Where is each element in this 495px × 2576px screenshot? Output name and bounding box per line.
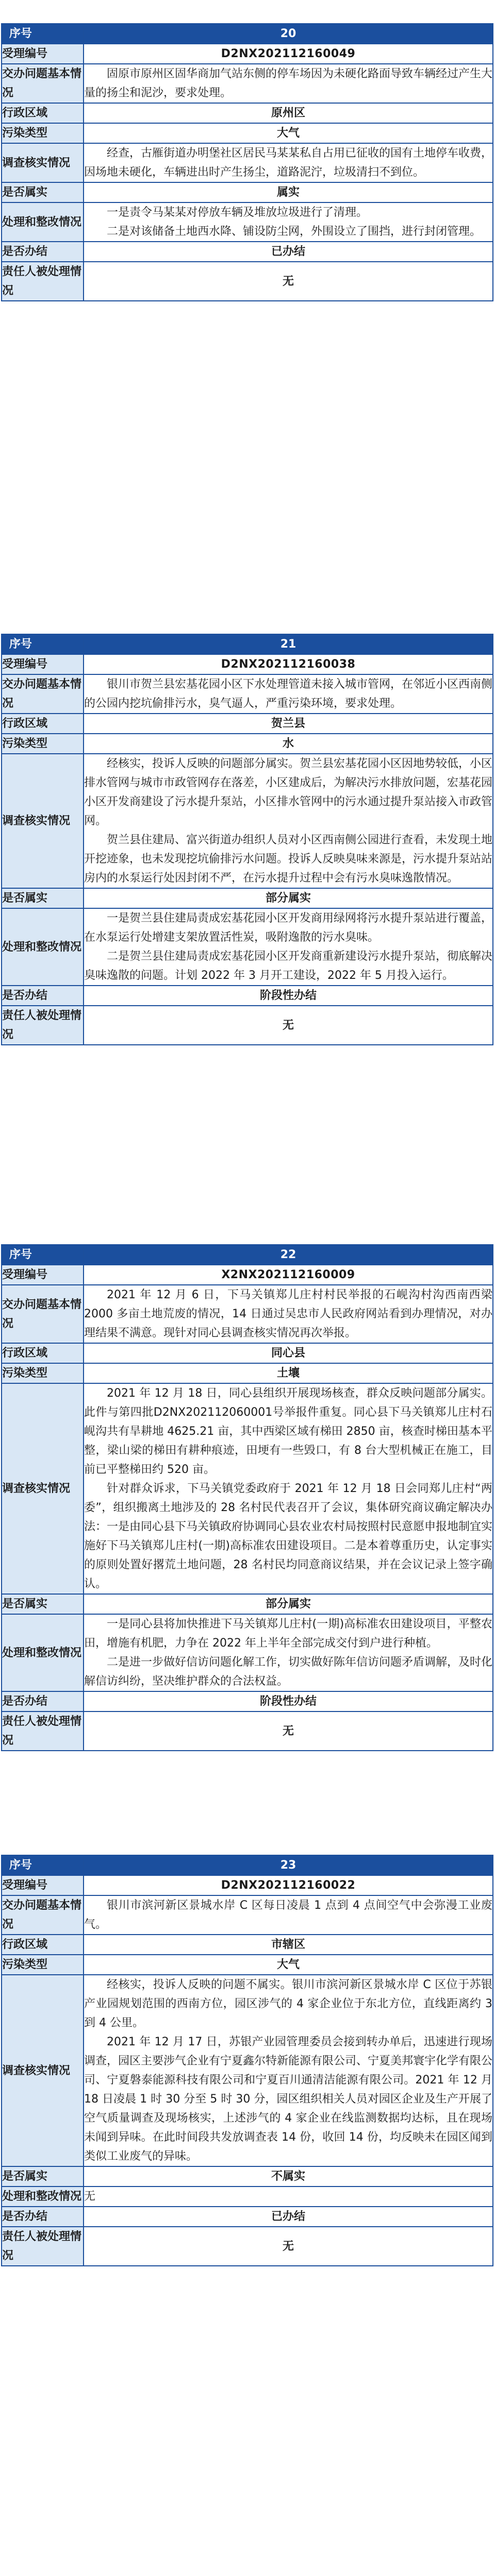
- district-label: 行政区域: [2, 714, 84, 734]
- case-block: [0, 611, 495, 1221]
- issue-row: [2, 1285, 493, 1343]
- verified-row: [2, 2166, 493, 2187]
- paragraph: 经核实，投诉人反映的问题不属实。银川市滨河新区景城水岸 C 区位于苏银产业园规划范围的西南方位，园区涉气的 4 家企业位于东北方位，直线距离约 3 到 4 公里。: [84, 1978, 492, 2029]
- paragraph: 一是责令马某某对停放车辆及堆放垃圾进行了清理。: [107, 206, 368, 219]
- serial-label: 序号: [2, 1245, 84, 1265]
- handling-row: [2, 1614, 493, 1691]
- issue-row: [2, 64, 493, 103]
- pollution-label: 污染类型: [2, 734, 84, 754]
- serial-row: [2, 1245, 493, 1265]
- verified-value: 不属实: [84, 2166, 493, 2187]
- handling-row: [2, 908, 493, 986]
- investigation-label: 调查核实情况: [2, 1975, 84, 2166]
- responsible-value: 无: [84, 262, 493, 301]
- responsible-row: [2, 262, 493, 301]
- handling-label: 处理和整改情况: [2, 1614, 84, 1691]
- district-value: 同心县: [84, 1343, 493, 1363]
- verified-row: [2, 182, 493, 202]
- investigation-text: [84, 1383, 493, 1594]
- pollution-label: 污染类型: [2, 123, 84, 143]
- code-value: X2NX202112160009: [84, 1265, 493, 1285]
- closed-label: 是否办结: [2, 242, 84, 262]
- closed-value: 已办结: [84, 2207, 493, 2227]
- code-row: [2, 654, 493, 674]
- district-row: [2, 714, 493, 734]
- case-block: [0, 1221, 495, 1832]
- paragraph: 针对群众诉求，下马关镇党委政府于 2021 年 12 月 18 日会同郑儿庄村“两委”，组织搬离土地涉及的 28 名村民代表召开了会议，集体研究商议确定解决办法：一是由同心县下马关镇政府协调同心县农业农村局按照村民意愿申报地制宜实施好下马关镇郑儿庄村(一期)高标准农田建设项目。二是本着尊重历史，认定事实的原则处置好撂荒土地问题，28 名村民均同意商议结果，并在会议记录上签字确认。: [84, 1482, 493, 1590]
- responsible-row: [2, 1006, 493, 1045]
- code-row: [2, 1875, 493, 1895]
- responsible-value: 无: [84, 2227, 493, 2266]
- paragraph: 固原市原州区固华商加气站东侧的停车场因为未硬化路面导致车辆经过产生大量的扬尘和泥沙，要求处理。: [84, 67, 493, 99]
- pollution-value: 大气: [84, 1955, 493, 1975]
- paragraph: 2021 年 12 月 6 日，下马关镇郑儿庄村村民举报的石岘沟村沟西南西梁 2000 多亩土地荒废的情况，14 日通过吴忠市人民政府网站看到办理情况，对办理结果不满意。现针对同心县调查核实情况再次举报。: [84, 1289, 492, 1340]
- district-row: [2, 103, 493, 123]
- pollution-label: 污染类型: [2, 1955, 84, 1975]
- verified-value: 部分属实: [84, 1594, 493, 1614]
- handling-row: [2, 2187, 493, 2207]
- responsible-value: 无: [84, 1711, 493, 1751]
- case-table: [1, 1244, 493, 1751]
- district-value: 市辖区: [84, 1935, 493, 1955]
- paragraph: 银川市滨河新区景城水岸 C 区每日凌晨 1 点到 4 点间空气中会弥漫工业废气。: [84, 1899, 492, 1931]
- handling-label: 处理和整改情况: [2, 908, 84, 986]
- closed-label: 是否办结: [2, 986, 84, 1006]
- issue-text: [84, 674, 493, 714]
- paragraph: 二是贺兰县住建局责成宏基花园小区开发商重新建设污水提升泵站，彻底解决臭味逸散的问题。计划 2022 年 3 月开工建设，2022 年 5 月投入运行。: [84, 950, 493, 982]
- case-table: [1, 23, 493, 301]
- verified-value: 属实: [84, 182, 493, 202]
- paragraph: 无: [84, 2190, 96, 2203]
- serial-label: 序号: [2, 24, 84, 44]
- district-label: 行政区域: [2, 1935, 84, 1955]
- code-label: 受理编号: [2, 44, 84, 64]
- verified-label: 是否属实: [2, 2166, 84, 2187]
- investigation-row: [2, 1383, 493, 1594]
- responsible-row: [2, 1711, 493, 1751]
- investigation-text: [84, 143, 493, 182]
- investigation-label: 调查核实情况: [2, 143, 84, 182]
- verified-label: 是否属实: [2, 182, 84, 202]
- closed-row: [2, 242, 493, 262]
- issue-label: 交办问题基本情况: [2, 1285, 84, 1343]
- pollution-row: [2, 734, 493, 754]
- paragraph: 经查，古雁街道办明堡社区居民马某某私自占用已征收的国有土地停车收费，因场地未硬化，车辆进出时产生扬尘，道路泥泞，垃圾清扫不到位。: [84, 147, 493, 179]
- code-value: D2NX202112160049: [84, 44, 493, 64]
- responsible-label: 责任人被处理情况: [2, 1006, 84, 1045]
- investigation-text: [84, 754, 493, 888]
- handling-text: [84, 202, 493, 242]
- issue-text: [84, 1285, 493, 1343]
- verified-label: 是否属实: [2, 888, 84, 908]
- closed-value: 已办结: [84, 242, 493, 262]
- investigation-row: [2, 1975, 493, 2166]
- issue-label: 交办问题基本情况: [2, 64, 84, 103]
- code-value: D2NX202112160022: [84, 1875, 493, 1895]
- paragraph: 贺兰县住建局、富兴街道办组织人员对小区西南侧公园进行查看，未发现土地开挖迹象，也未发现挖坑偷排污水问题。投诉人反映臭味来源是，污水提升泵站站房内的水泵运行处因封闭不严，在污水提升过程中会有污水臭味逸散情况。: [84, 834, 493, 885]
- paragraph: 一是同心县将加快推进下马关镇郑儿庄村(一期)高标准农田建设项目，平整农田，增施有机肥，力争在 2022 年上半年全部完成交付到户进行种植。: [84, 1618, 492, 1650]
- verified-label: 是否属实: [2, 1594, 84, 1614]
- issue-row: [2, 674, 493, 714]
- case-block: [0, 0, 495, 611]
- code-value: D2NX202112160038: [84, 654, 493, 674]
- pollution-label: 污染类型: [2, 1363, 84, 1383]
- closed-label: 是否办结: [2, 2207, 84, 2227]
- responsible-label: 责任人被处理情况: [2, 1711, 84, 1751]
- responsible-label: 责任人被处理情况: [2, 2227, 84, 2266]
- pollution-value: 大气: [84, 123, 493, 143]
- paragraph: 2021 年 12 月 17 日，苏银产业园管理委员会接到转办单后，迅速进行现场调查，园区主要涉气企业有宁夏鑫尔特新能源有限公司、宁夏美邦寰宇化学有限公司、宁夏磐泰能源科技有限公司和宁夏百川通清洁能源有限公司。2021 年 12 月 18 日凌晨 1 时 30 分至 5 时 30 分，园区组织相关人员对园区企业及生产开展了空气质量调查及现场核实，上述涉气的 4 家企业在线监测数据均达标，且在现场未闻到异味。在此时间段共发放调查表 14 份，收回 14 份，均反映未在园区闻到类似工业废气的异味。: [84, 2036, 493, 2163]
- investigation-label: 调查核实情况: [2, 1383, 84, 1594]
- pollution-value: 土壤: [84, 1363, 493, 1383]
- district-label: 行政区域: [2, 1343, 84, 1363]
- code-row: [2, 44, 493, 64]
- serial-value: 21: [84, 634, 493, 654]
- pollution-row: [2, 1955, 493, 1975]
- issue-row: [2, 1895, 493, 1935]
- verified-row: [2, 888, 493, 908]
- closed-label: 是否办结: [2, 1691, 84, 1711]
- responsible-label: 责任人被处理情况: [2, 262, 84, 301]
- handling-label: 处理和整改情况: [2, 202, 84, 242]
- verified-row: [2, 1594, 493, 1614]
- serial-value: 23: [84, 1855, 493, 1875]
- handling-row: [2, 202, 493, 242]
- issue-label: 交办问题基本情况: [2, 674, 84, 714]
- verified-value: 部分属实: [84, 888, 493, 908]
- pollution-row: [2, 123, 493, 143]
- paragraph: 银川市贺兰县宏基花园小区下水处理管道未接入城市管网，在邻近小区西南侧的公园内挖坑偷排污水，臭气逼人，严重污染环境，要求处理。: [84, 678, 493, 710]
- issue-label: 交办问题基本情况: [2, 1895, 84, 1935]
- serial-value: 22: [84, 1245, 493, 1265]
- investigation-text: [84, 1975, 493, 2166]
- serial-row: [2, 1855, 493, 1875]
- handling-text: [84, 2187, 493, 2207]
- closed-value: 阶段性办结: [84, 1691, 493, 1711]
- paragraph: 经核实，投诉人反映的问题部分属实。贺兰县宏基花园小区因地势较低，小区排水管网与城市市政管网存在落差，小区建成后，为解决污水排放问题，宏基花园小区开发商建设了污水提升泵站，小区排水管网中的污水通过提升泵站接入市政管网。: [84, 757, 493, 827]
- serial-value: 20: [84, 24, 493, 44]
- district-label: 行政区域: [2, 103, 84, 123]
- closed-row: [2, 986, 493, 1006]
- responsible-value: 无: [84, 1006, 493, 1045]
- responsible-row: [2, 2227, 493, 2266]
- investigation-row: [2, 143, 493, 182]
- case-block: [0, 1832, 495, 2442]
- pollution-value: 水: [84, 734, 493, 754]
- closed-value: 阶段性办结: [84, 986, 493, 1006]
- investigation-label: 调查核实情况: [2, 754, 84, 888]
- closed-row: [2, 1691, 493, 1711]
- issue-text: [84, 1895, 493, 1935]
- handling-label: 处理和整改情况: [2, 2187, 84, 2207]
- code-row: [2, 1265, 493, 1285]
- handling-text: [84, 908, 493, 986]
- code-label: 受理编号: [2, 1265, 84, 1285]
- district-value: 原州区: [84, 103, 493, 123]
- paragraph: 二是进一步做好信访问题化解工作，切实做好陈年信访问题矛盾调解，及时化解信访纠纷，坚决维护群众的合法权益。: [84, 1656, 493, 1688]
- investigation-row: [2, 754, 493, 888]
- code-label: 受理编号: [2, 654, 84, 674]
- issue-text: [84, 64, 493, 103]
- serial-row: [2, 634, 493, 654]
- district-row: [2, 1935, 493, 1955]
- case-table: [1, 1855, 493, 2266]
- case-table: [1, 634, 493, 1045]
- paragraph: 2021 年 12 月 18 日，同心县组织开展现场核查，群众反映问题部分属实。此件与第四批D2NX202112060001号举报件重复。同心县下马关镇郑儿庄村石岘沟共有旱耕地 4625.21 亩，其中西梁区域有梯田 2850 亩，核查时梯田基本平整，梁山梁的梯田有耕种痕迹，田埂有一些毁口，有 8 台大型机械正在施工，目前已平整梯田约 520 亩。: [84, 1387, 492, 1476]
- serial-label: 序号: [2, 634, 84, 654]
- serial-row: [2, 24, 493, 44]
- pollution-row: [2, 1363, 493, 1383]
- district-row: [2, 1343, 493, 1363]
- closed-row: [2, 2207, 493, 2227]
- handling-text: [84, 1614, 493, 1691]
- code-label: 受理编号: [2, 1875, 84, 1895]
- serial-label: 序号: [2, 1855, 84, 1875]
- paragraph: 一是贺兰县住建局责成宏基花园小区开发商用绿网将污水提升泵站进行覆盖，在水泵运行处增建支架放置活性炭，吸附逸散的污水臭味。: [84, 912, 493, 944]
- paragraph: 二是对该储备土地西水降、铺设防尘网，外围设立了围挡，进行封闭管理。: [107, 225, 482, 238]
- district-value: 贺兰县: [84, 714, 493, 734]
